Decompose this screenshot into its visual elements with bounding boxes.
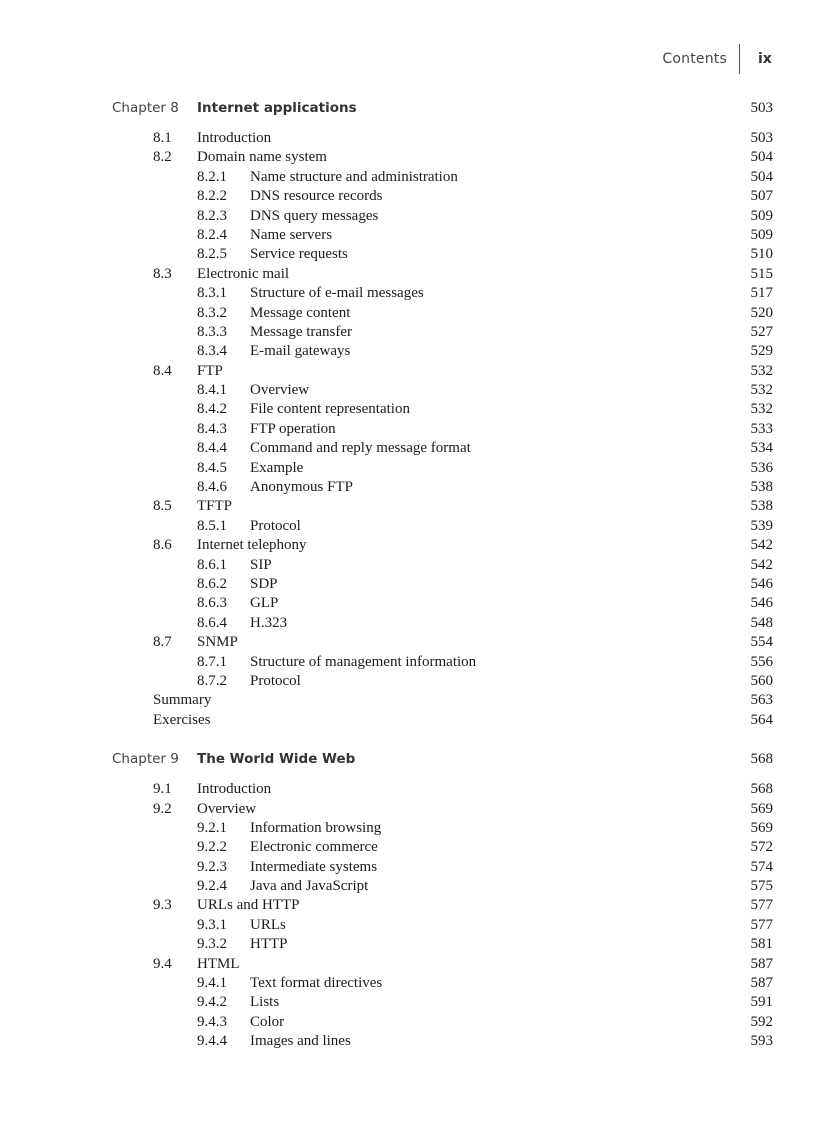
chapter-spacer	[0, 730, 816, 749]
toc-subsection-entry	[0, 974, 816, 993]
entry-number: 8.4.3	[197, 420, 227, 437]
toc-section-entry	[0, 265, 816, 284]
entry-number: 9.4.4	[197, 1033, 227, 1050]
entry-number: 9.2.4	[197, 878, 227, 895]
entry-title: Summary	[153, 692, 212, 709]
entry-title: HTML	[197, 955, 240, 972]
entry-page-number: 569	[750, 819, 773, 836]
toc-section-entry	[0, 129, 816, 148]
entry-number: 9.3.2	[197, 936, 227, 953]
toc-subsection-entry	[0, 935, 816, 954]
toc-subsection-entry	[0, 381, 816, 400]
entry-number: 8.7.2	[197, 672, 227, 689]
entry-page-number: 515	[750, 265, 773, 282]
toc-subsection-entry	[0, 858, 816, 877]
toc-subsection-entry	[0, 187, 816, 206]
toc-subsection-entry	[0, 672, 816, 691]
chapter-heading-spacer	[0, 119, 816, 129]
entry-page-number: 532	[750, 362, 773, 379]
entry-page-number: 577	[750, 916, 773, 933]
entry-title: Introduction	[197, 781, 272, 798]
entry-title: DNS resource records	[250, 188, 383, 205]
toc-subsection-entry	[0, 1032, 816, 1051]
chapter-heading	[0, 98, 816, 119]
entry-number: 8.4.5	[197, 459, 227, 476]
table-of-contents	[0, 98, 816, 1052]
entry-title: FTP	[197, 362, 223, 379]
entry-page-number: 587	[750, 955, 773, 972]
toc-subsection-entry	[0, 400, 816, 419]
entry-title: Electronic mail	[197, 265, 290, 282]
entry-title: Exercises	[153, 711, 211, 728]
entry-page-number: 556	[750, 653, 773, 670]
toc-subsection-entry	[0, 517, 816, 536]
entry-page-number: 581	[750, 936, 773, 953]
entry-number: 8.6	[153, 537, 172, 554]
toc-subsection-entry	[0, 594, 816, 613]
entry-page-number: 587	[750, 975, 773, 992]
entry-page-number: 510	[750, 246, 773, 263]
entry-number: 8.7.1	[197, 653, 227, 670]
toc-subsection-entry	[0, 207, 816, 226]
toc-subsection-entry	[0, 556, 816, 575]
toc-subsection-entry	[0, 1013, 816, 1032]
toc-entry	[0, 691, 816, 710]
entry-page-number: 569	[750, 800, 773, 817]
entry-title: Intermediate systems	[250, 858, 378, 875]
entry-title: FTP operation	[250, 420, 336, 437]
entry-number: 9.1	[153, 781, 172, 798]
toc-subsection-entry	[0, 819, 816, 838]
entry-page-number: 554	[750, 634, 773, 651]
entry-page-number: 534	[750, 440, 773, 457]
toc-subsection-entry	[0, 838, 816, 857]
entry-title: Introduction	[197, 130, 272, 146]
entry-page-number: 546	[750, 595, 773, 612]
toc-subsection-entry	[0, 245, 816, 264]
chapter-label: Chapter 8	[112, 100, 179, 116]
entry-title: Images and lines	[250, 1033, 351, 1050]
toc-subsection-entry	[0, 614, 816, 633]
entry-title: SNMP	[197, 634, 238, 651]
entry-title: Name servers	[250, 226, 333, 243]
entry-number: 9.3.1	[197, 916, 227, 933]
toc-section-entry	[0, 536, 816, 555]
entry-page-number: 520	[750, 304, 773, 321]
entry-title: Name structure and administration	[250, 168, 458, 185]
entry-page-number: 593	[750, 1033, 773, 1050]
toc-section-entry	[0, 148, 816, 167]
entry-page-number: 592	[750, 1013, 773, 1030]
chapter-page-number: 568	[750, 751, 773, 768]
entry-number: 9.4	[153, 955, 172, 972]
entry-page-number: 504	[750, 149, 773, 166]
toc-subsection-entry	[0, 478, 816, 497]
running-header	[662, 44, 772, 74]
entry-title: URLs	[250, 916, 286, 933]
entry-number: 8.6.2	[197, 575, 227, 592]
entry-title: URLs and HTTP	[197, 897, 300, 914]
entry-number: 9.4.1	[197, 975, 227, 992]
entry-title: Anonymous FTP	[250, 479, 353, 496]
toc-subsection-entry	[0, 168, 816, 187]
entry-title: SDP	[250, 575, 278, 592]
entry-title: GLP	[250, 595, 279, 612]
toc-subsection-entry	[0, 226, 816, 245]
entry-title: H.323	[250, 614, 288, 631]
toc-subsection-entry	[0, 304, 816, 323]
entry-page-number: 507	[750, 188, 773, 205]
chapter-page-number: 503	[750, 100, 773, 116]
entry-page-number: 575	[750, 878, 773, 895]
entry-page-number: 560	[750, 672, 773, 689]
entry-number: 9.2	[153, 800, 172, 817]
chapter-title: The World Wide Web	[197, 751, 356, 768]
entry-page-number: 564	[750, 711, 773, 728]
entry-number: 8.4.1	[197, 382, 227, 399]
entry-number: 8.4.6	[197, 479, 227, 496]
entry-number: 8.2.1	[197, 168, 227, 185]
toc-subsection-entry	[0, 342, 816, 361]
entry-title: Text format directives	[250, 975, 383, 992]
entry-number: 8.3.1	[197, 285, 227, 302]
chapter-title: Internet applications	[197, 100, 357, 116]
entry-page-number: 533	[750, 420, 773, 437]
toc-subsection-entry	[0, 459, 816, 478]
entry-title: HTTP	[250, 936, 288, 953]
entry-number: 9.2.3	[197, 858, 227, 875]
entry-page-number: 538	[750, 479, 773, 496]
entry-page-number: 548	[750, 614, 773, 631]
entry-number: 8.4.2	[197, 401, 227, 418]
toc-subsection-entry	[0, 877, 816, 896]
entry-page-number: 527	[750, 323, 773, 340]
entry-title: Example	[250, 459, 304, 476]
entry-number: 8.3	[153, 265, 172, 282]
entry-page-number: 503	[750, 130, 773, 146]
chapter-label: Chapter 9	[112, 751, 179, 768]
entry-title: Message content	[250, 304, 351, 321]
entry-number: 8.6.4	[197, 614, 227, 631]
toc-entry	[0, 711, 816, 730]
entry-number: 9.4.2	[197, 994, 227, 1011]
entry-page-number: 529	[750, 343, 773, 360]
entry-page-number: 539	[750, 517, 773, 534]
entry-page-number: 532	[750, 401, 773, 418]
entry-number: 8.4	[153, 362, 172, 379]
entry-number: 8.2	[153, 149, 172, 166]
entry-page-number: 542	[750, 537, 773, 554]
toc-subsection-entry	[0, 420, 816, 439]
entry-title: SIP	[250, 556, 272, 573]
entry-number: 8.1	[153, 130, 172, 146]
toc-section-entry	[0, 800, 816, 819]
toc-subsection-entry	[0, 323, 816, 342]
entry-number: 9.2.1	[197, 819, 227, 836]
entry-page-number: 572	[750, 839, 773, 856]
entry-page-number: 546	[750, 575, 773, 592]
entry-title: Command and reply message format	[250, 440, 471, 457]
entry-number: 8.2.5	[197, 246, 227, 263]
entry-page-number: 591	[750, 994, 773, 1011]
entry-number: 9.2.2	[197, 839, 227, 856]
toc-section-entry	[0, 780, 816, 799]
entry-page-number: 538	[750, 498, 773, 515]
entry-page-number: 509	[750, 207, 773, 224]
toc-section-entry	[0, 362, 816, 381]
entry-title: TFTP	[197, 498, 233, 515]
toc-subsection-entry	[0, 653, 816, 672]
entry-title: Lists	[250, 994, 280, 1011]
entry-number: 9.3	[153, 897, 172, 914]
toc-section-entry	[0, 896, 816, 915]
entry-page-number: 542	[750, 556, 773, 573]
entry-page-number: 563	[750, 692, 773, 709]
entry-number: 8.2.2	[197, 188, 227, 205]
entry-number: 8.3.2	[197, 304, 227, 321]
entry-number: 8.4.4	[197, 440, 227, 457]
entry-page-number: 536	[750, 459, 773, 476]
entry-page-number: 532	[750, 382, 773, 399]
entry-title: E-mail gateways	[250, 343, 351, 360]
entry-number: 8.2.3	[197, 207, 227, 224]
entry-title: Electronic commerce	[250, 839, 378, 856]
entry-title: Structure of e-mail messages	[250, 285, 424, 302]
entry-title: Service requests	[250, 246, 348, 263]
running-header-label: Contents	[662, 51, 727, 67]
entry-title: Internet telephony	[197, 537, 307, 554]
entry-title: Protocol	[250, 672, 301, 689]
entry-number: 8.5	[153, 498, 172, 515]
entry-number: 9.4.3	[197, 1013, 227, 1030]
entry-page-number: 574	[750, 858, 773, 875]
entry-title: Structure of management information	[250, 653, 477, 670]
toc-section-entry	[0, 955, 816, 974]
entry-title: Color	[250, 1013, 285, 1030]
entry-page-number: 517	[750, 285, 773, 302]
chapter-heading	[0, 749, 816, 770]
entry-number: 8.3.4	[197, 343, 227, 360]
entry-title: Overview	[250, 382, 310, 399]
toc-section-entry	[0, 497, 816, 516]
folio-page-number: ix	[758, 51, 772, 67]
entry-title: File content representation	[250, 401, 410, 418]
entry-number: 8.3.3	[197, 323, 227, 340]
entry-page-number: 577	[750, 897, 773, 914]
toc-subsection-entry	[0, 993, 816, 1012]
toc-subsection-entry	[0, 439, 816, 458]
entry-title: Information browsing	[250, 819, 382, 836]
entry-number: 8.5.1	[197, 517, 227, 534]
entry-title: Domain name system	[197, 149, 327, 166]
toc-subsection-entry	[0, 575, 816, 594]
toc-section-entry	[0, 633, 816, 652]
entry-title: DNS query messages	[250, 207, 379, 224]
entry-number: 8.7	[153, 634, 172, 651]
entry-title: Protocol	[250, 517, 301, 534]
entry-page-number: 509	[750, 226, 773, 243]
chapter-heading-spacer	[0, 770, 816, 780]
entry-page-number: 568	[750, 781, 773, 798]
entry-number: 8.2.4	[197, 226, 227, 243]
entry-number: 8.6.1	[197, 556, 227, 573]
entry-number: 8.6.3	[197, 595, 227, 612]
entry-page-number: 504	[750, 168, 773, 185]
toc-subsection-entry	[0, 916, 816, 935]
header-divider	[739, 44, 740, 74]
toc-subsection-entry	[0, 284, 816, 303]
entry-title: Java and JavaScript	[250, 878, 369, 895]
entry-title: Message transfer	[250, 323, 353, 340]
entry-title: Overview	[197, 800, 257, 817]
